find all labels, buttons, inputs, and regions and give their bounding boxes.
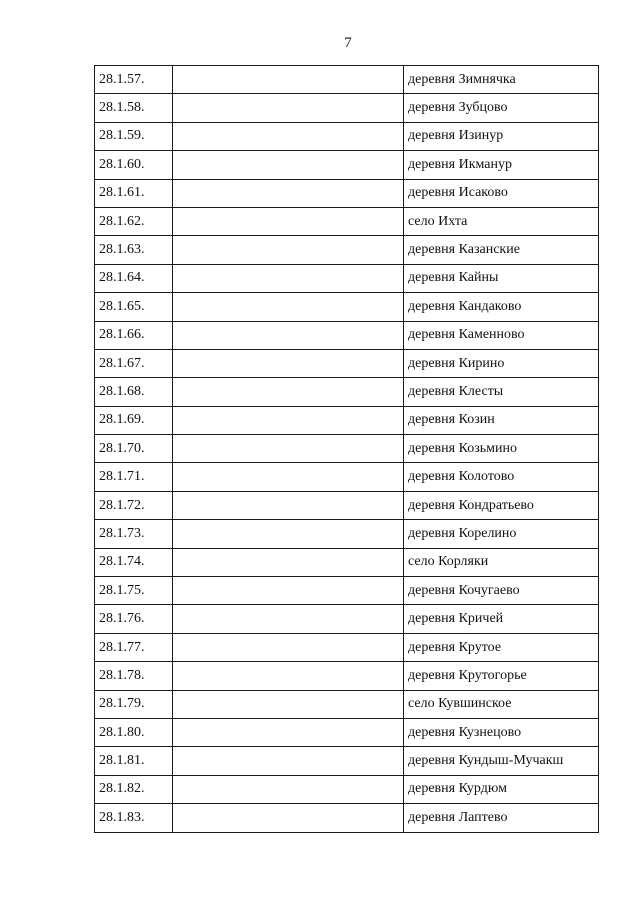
row-code: 28.1.65. xyxy=(95,293,173,321)
row-code: 28.1.58. xyxy=(95,94,173,122)
row-settlement-name: деревня Кундыш-Мучакш xyxy=(404,747,599,775)
row-blank-cell xyxy=(173,264,404,292)
row-code: 28.1.80. xyxy=(95,718,173,746)
row-settlement-name: деревня Курдюм xyxy=(404,775,599,803)
row-code: 28.1.62. xyxy=(95,207,173,235)
row-code: 28.1.83. xyxy=(95,804,173,832)
row-code: 28.1.79. xyxy=(95,690,173,718)
row-settlement-name: деревня Кузнецово xyxy=(404,718,599,746)
row-code: 28.1.77. xyxy=(95,633,173,661)
row-code: 28.1.72. xyxy=(95,491,173,519)
row-settlement-name: деревня Исаково xyxy=(404,179,599,207)
row-blank-cell xyxy=(173,690,404,718)
row-code: 28.1.73. xyxy=(95,520,173,548)
row-settlement-name: деревня Зубцово xyxy=(404,94,599,122)
row-blank-cell xyxy=(173,207,404,235)
row-settlement-name: деревня Лаптево xyxy=(404,804,599,832)
row-blank-cell xyxy=(173,151,404,179)
table-row xyxy=(95,491,599,519)
row-settlement-name: деревня Кочугаево xyxy=(404,577,599,605)
table-row xyxy=(95,577,599,605)
row-code: 28.1.71. xyxy=(95,463,173,491)
row-settlement-name: деревня Козин xyxy=(404,406,599,434)
row-blank-cell xyxy=(173,66,404,94)
row-code: 28.1.68. xyxy=(95,378,173,406)
row-code: 28.1.82. xyxy=(95,775,173,803)
row-blank-cell xyxy=(173,718,404,746)
row-settlement-name: село Корляки xyxy=(404,548,599,576)
row-code: 28.1.66. xyxy=(95,321,173,349)
row-blank-cell xyxy=(173,236,404,264)
row-blank-cell xyxy=(173,179,404,207)
row-blank-cell xyxy=(173,520,404,548)
row-settlement-name: деревня Козьмино xyxy=(404,435,599,463)
row-settlement-name: деревня Кондратьево xyxy=(404,491,599,519)
table-row xyxy=(95,775,599,803)
table-row xyxy=(95,293,599,321)
table-row xyxy=(95,151,599,179)
table-row xyxy=(95,179,599,207)
table-row xyxy=(95,804,599,832)
table-row xyxy=(95,520,599,548)
row-blank-cell xyxy=(173,775,404,803)
row-settlement-name: деревня Колотово xyxy=(404,463,599,491)
row-blank-cell xyxy=(173,435,404,463)
table-row xyxy=(95,264,599,292)
row-blank-cell xyxy=(173,633,404,661)
table-row xyxy=(95,690,599,718)
table-row xyxy=(95,548,599,576)
table-row xyxy=(95,633,599,661)
row-code: 28.1.76. xyxy=(95,605,173,633)
row-settlement-name: деревня Корелино xyxy=(404,520,599,548)
table-row xyxy=(95,349,599,377)
row-settlement-name: деревня Кричей xyxy=(404,605,599,633)
row-blank-cell xyxy=(173,349,404,377)
settlements-table-body xyxy=(95,66,599,833)
table-row xyxy=(95,321,599,349)
row-blank-cell xyxy=(173,548,404,576)
table-row xyxy=(95,94,599,122)
table-row xyxy=(95,747,599,775)
row-code: 28.1.78. xyxy=(95,662,173,690)
row-code: 28.1.63. xyxy=(95,236,173,264)
row-settlement-name: деревня Каменново xyxy=(404,321,599,349)
row-code: 28.1.67. xyxy=(95,349,173,377)
row-blank-cell xyxy=(173,747,404,775)
row-code: 28.1.70. xyxy=(95,435,173,463)
table-row xyxy=(95,236,599,264)
row-settlement-name: село Ихта xyxy=(404,207,599,235)
row-blank-cell xyxy=(173,122,404,150)
table-row xyxy=(95,406,599,434)
row-settlement-name: деревня Казанские xyxy=(404,236,599,264)
row-settlement-name: деревня Крутогорье xyxy=(404,662,599,690)
row-code: 28.1.57. xyxy=(95,66,173,94)
row-settlement-name: деревня Кайны xyxy=(404,264,599,292)
row-blank-cell xyxy=(173,662,404,690)
page-number: 7 xyxy=(344,35,352,51)
row-blank-cell xyxy=(173,577,404,605)
table-row xyxy=(95,718,599,746)
row-code: 28.1.61. xyxy=(95,179,173,207)
row-settlement-name: деревня Кандаково xyxy=(404,293,599,321)
row-blank-cell xyxy=(173,293,404,321)
table-row xyxy=(95,66,599,94)
row-code: 28.1.59. xyxy=(95,122,173,150)
row-code: 28.1.75. xyxy=(95,577,173,605)
row-blank-cell xyxy=(173,605,404,633)
row-code: 28.1.81. xyxy=(95,747,173,775)
row-settlement-name: деревня Крутое xyxy=(404,633,599,661)
table-row xyxy=(95,463,599,491)
table-row xyxy=(95,207,599,235)
row-settlement-name: деревня Зимнячка xyxy=(404,66,599,94)
row-blank-cell xyxy=(173,94,404,122)
row-settlement-name: село Кувшинское xyxy=(404,690,599,718)
row-blank-cell xyxy=(173,804,404,832)
row-blank-cell xyxy=(173,321,404,349)
table-row xyxy=(95,435,599,463)
settlements-table xyxy=(94,65,599,833)
row-code: 28.1.60. xyxy=(95,151,173,179)
table-row xyxy=(95,605,599,633)
row-blank-cell xyxy=(173,378,404,406)
table-row xyxy=(95,662,599,690)
row-code: 28.1.74. xyxy=(95,548,173,576)
table-row xyxy=(95,122,599,150)
row-code: 28.1.69. xyxy=(95,406,173,434)
row-blank-cell xyxy=(173,406,404,434)
table-row xyxy=(95,378,599,406)
row-settlement-name: деревня Клесты xyxy=(404,378,599,406)
row-settlement-name: деревня Кирино xyxy=(404,349,599,377)
row-settlement-name: деревня Изинур xyxy=(404,122,599,150)
row-code: 28.1.64. xyxy=(95,264,173,292)
row-settlement-name: деревня Икманур xyxy=(404,151,599,179)
row-blank-cell xyxy=(173,463,404,491)
row-blank-cell xyxy=(173,491,404,519)
